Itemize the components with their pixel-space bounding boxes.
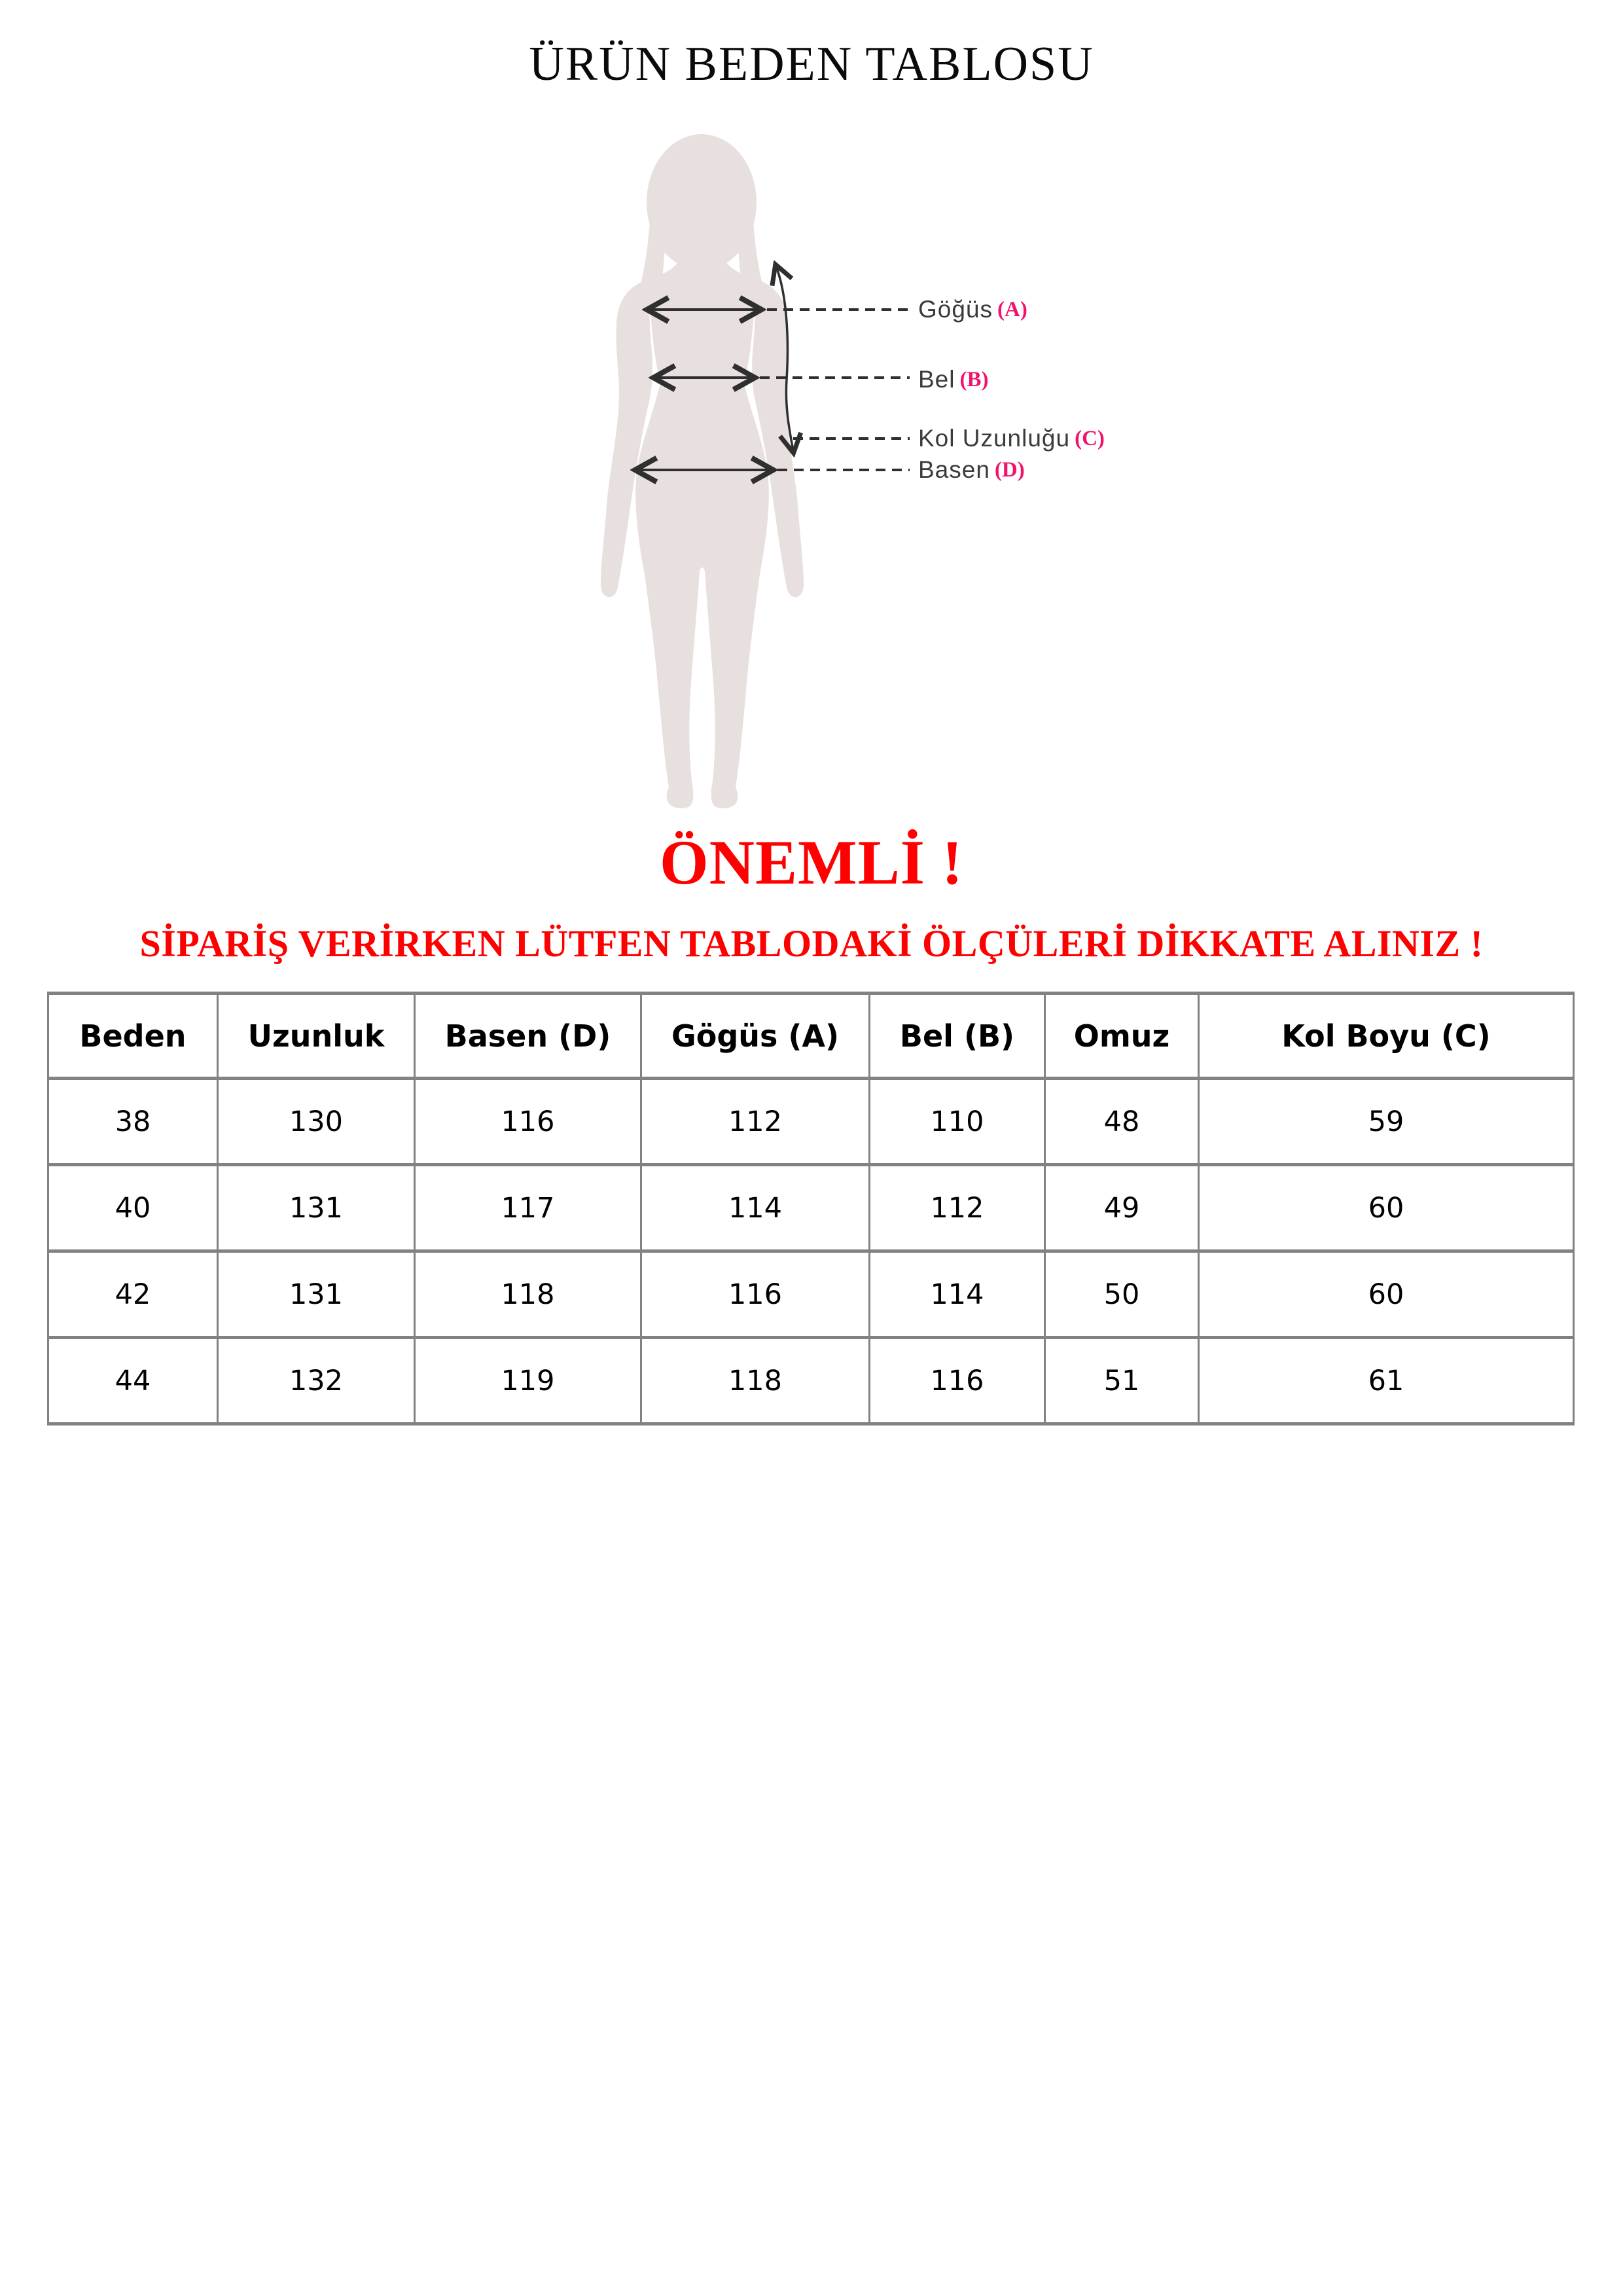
label-sleeve-length-text: Kol Uzunluğu — [918, 425, 1071, 452]
header-uzunluk: Uzunluk — [218, 994, 415, 1079]
page-title: ÜRÜN BEDEN TABLOSU — [529, 37, 1094, 91]
table-cell: 42 — [48, 1251, 218, 1338]
table-cell: 131 — [218, 1251, 415, 1338]
table-row — [48, 1338, 1574, 1424]
table-cell: 60 — [1199, 1165, 1574, 1251]
table-cell: 130 — [218, 1079, 415, 1165]
table-cell: 116 — [415, 1079, 641, 1165]
label-hip-letter: (D) — [994, 457, 1025, 482]
label-hip-text: Basen — [918, 456, 990, 483]
table-cell: 116 — [641, 1251, 870, 1338]
table-cell: 131 — [218, 1165, 415, 1251]
label-waist-text: Bel — [918, 366, 955, 393]
silhouette-body — [601, 249, 804, 808]
label-waist-letter: (B) — [959, 367, 989, 391]
table-cell: 119 — [415, 1338, 641, 1424]
label-chest-text: Göğüs — [918, 296, 993, 323]
table-cell: 59 — [1199, 1079, 1574, 1165]
table-cell: 38 — [48, 1079, 218, 1165]
table-cell: 50 — [1045, 1251, 1199, 1338]
table-cell: 60 — [1199, 1251, 1574, 1338]
table-cell: 44 — [48, 1338, 218, 1424]
table-cell: 112 — [870, 1165, 1045, 1251]
table-row — [48, 1079, 1574, 1165]
warning-heading: ÖNEMLİ ! — [660, 827, 963, 897]
header-bel: Bel (B) — [870, 994, 1045, 1079]
table-cell: 48 — [1045, 1079, 1199, 1165]
table-cell: 132 — [218, 1338, 415, 1424]
header-basen: Basen (D) — [415, 994, 641, 1079]
header-beden: Beden — [48, 994, 218, 1079]
table-header-row — [48, 994, 1574, 1079]
header-gogus: Gögüs (A) — [641, 994, 870, 1079]
header-omuz: Omuz — [1045, 994, 1199, 1079]
label-sleeve-length-letter: (C) — [1075, 426, 1105, 450]
label-sleeve-length — [918, 422, 1105, 455]
table-cell: 114 — [641, 1165, 870, 1251]
label-chest — [918, 293, 1027, 326]
table-cell: 49 — [1045, 1165, 1199, 1251]
table-cell: 117 — [415, 1165, 641, 1251]
table-cell: 110 — [870, 1079, 1045, 1165]
table-cell: 118 — [641, 1338, 870, 1424]
table-row — [48, 1251, 1574, 1338]
table-cell: 40 — [48, 1165, 218, 1251]
label-waist — [918, 363, 988, 396]
body-measurement-figure — [576, 128, 1152, 815]
measurement-diagram — [576, 128, 1152, 815]
size-table — [47, 992, 1575, 1426]
warning-subheading: SİPARİŞ VERİRKEN LÜTFEN TABLODAKİ ÖLÇÜLERİ DİKKATE ALINIZ ! — [139, 922, 1484, 965]
label-hip — [918, 454, 1025, 486]
table-cell: 116 — [870, 1338, 1045, 1424]
label-chest-letter: (A) — [997, 297, 1027, 321]
table-cell: 114 — [870, 1251, 1045, 1338]
table-row — [48, 1165, 1574, 1251]
table-cell: 61 — [1199, 1338, 1574, 1424]
table-cell: 51 — [1045, 1338, 1199, 1424]
table-cell: 118 — [415, 1251, 641, 1338]
header-kol-boyu: Kol Boyu (C) — [1199, 994, 1574, 1079]
table-cell: 112 — [641, 1079, 870, 1165]
